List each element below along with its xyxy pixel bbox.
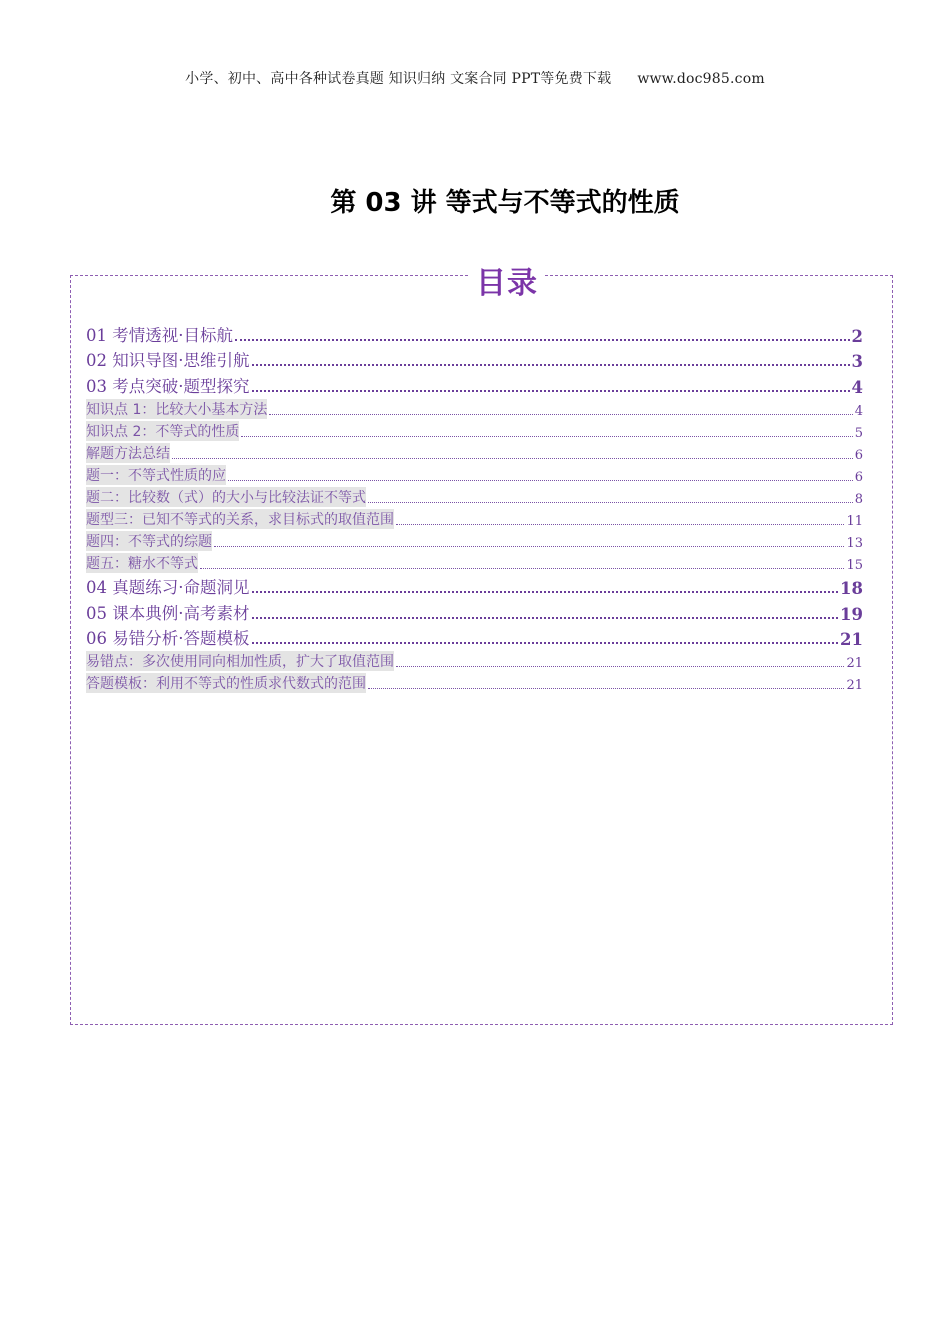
toc-entry-page: 5 [854,425,863,441]
toc-entry-page: 6 [854,447,863,463]
toc-entry-page: 3 [851,352,863,371]
toc-subentry[interactable] [86,397,863,419]
toc-entry[interactable] [86,371,863,397]
toc-subentry[interactable] [86,507,863,529]
toc-heading [0,258,950,302]
toc-subentry[interactable] [86,463,863,485]
toc-entry[interactable] [86,598,863,624]
toc-dot-leader [252,642,839,644]
toc-entry-label: 易错点：多次使用同向相加性质，扩大了取值范围 [86,651,394,671]
toc-dot-leader [396,524,844,525]
toc-entry[interactable] [86,624,863,650]
toc-entry-page: 6 [854,469,863,485]
toc-subentry[interactable] [86,671,863,693]
toc-dot-leader [252,390,850,392]
toc-dot-leader [252,591,839,593]
toc-entry-label: 02 知识导图·思维引航 [86,351,250,370]
toc-heading-text: 目录 [470,266,544,301]
header-text: 小学、初中、高中各种试卷真题 知识归纳 文案合同 PPT等免费下载 [185,71,612,87]
toc-entry-label: 06 易错分析·答题模板 [86,629,250,648]
toc-dot-leader [172,458,853,459]
toc-dot-leader [235,339,850,341]
toc-entry-page: 18 [840,579,863,598]
toc-subentry[interactable] [86,485,863,507]
toc-dot-leader [368,688,844,689]
toc-entry-page: 2 [851,326,863,346]
toc-entry-label: 01 考情透视·目标航 [86,325,233,345]
document-title: 第 03 讲 等式与不等式的性质 [330,188,680,218]
page-header [0,68,950,88]
toc-entry-page: 8 [854,491,863,507]
toc-entry-page: 19 [840,604,863,624]
toc-entry-label: 04 真题练习·命题洞见 [86,578,250,597]
toc-dot-leader [368,502,853,503]
toc-entry-label: 答题模板：利用不等式的性质求代数式的范围 [86,673,366,693]
toc-entry-label: 题四：不等式的综题 [86,531,212,551]
toc-entry[interactable] [86,573,863,599]
toc-subentry[interactable] [86,419,863,441]
toc-entry-label: 解题方法总结 [86,443,170,463]
toc-dot-leader [269,414,852,415]
toc-entry-page: 21 [846,656,863,671]
toc-dot-leader [252,617,839,619]
toc-entry-page: 4 [854,403,863,419]
toc-entry-label: 知识点 1：比较大小基本方法 [86,399,267,419]
toc-list [86,320,863,693]
toc-entry-page: 13 [846,535,863,551]
header-site-link[interactable]: www.doc985.com [637,71,765,87]
toc-dot-leader [214,546,844,547]
toc-entry-page: 21 [840,630,863,649]
toc-entry-label: 题型三：已知不等式的关系，求目标式的取值范围 [86,509,394,529]
toc-subentry[interactable] [86,551,863,573]
toc-dot-leader [241,436,852,437]
toc-dot-leader [396,666,844,667]
toc-entry-page: 21 [846,678,863,693]
toc-entry[interactable] [86,346,863,372]
toc-dot-leader [200,568,844,569]
toc-entry-label: 题二：比较数（式）的大小与比较法证不等式 [86,487,366,507]
toc-entry-label: 题五：糖水不等式 [86,553,198,573]
toc-entry-label: 题一：不等式性质的应 [86,465,226,485]
toc-entry-page: 4 [851,377,863,397]
toc-entry[interactable] [86,320,863,346]
toc-entry-page: 15 [846,557,863,573]
toc-dot-leader [228,480,853,481]
toc-entry-label: 知识点 2：不等式的性质 [86,421,239,441]
toc-subentry[interactable] [86,649,863,671]
toc-subentry[interactable] [86,529,863,551]
toc-dot-leader [252,364,850,366]
toc-entry-label: 03 考点突破·题型探究 [86,376,250,396]
toc-entry-label: 05 课本典例·高考素材 [86,603,250,623]
toc-entry-page: 11 [846,513,863,529]
toc-subentry[interactable] [86,441,863,463]
